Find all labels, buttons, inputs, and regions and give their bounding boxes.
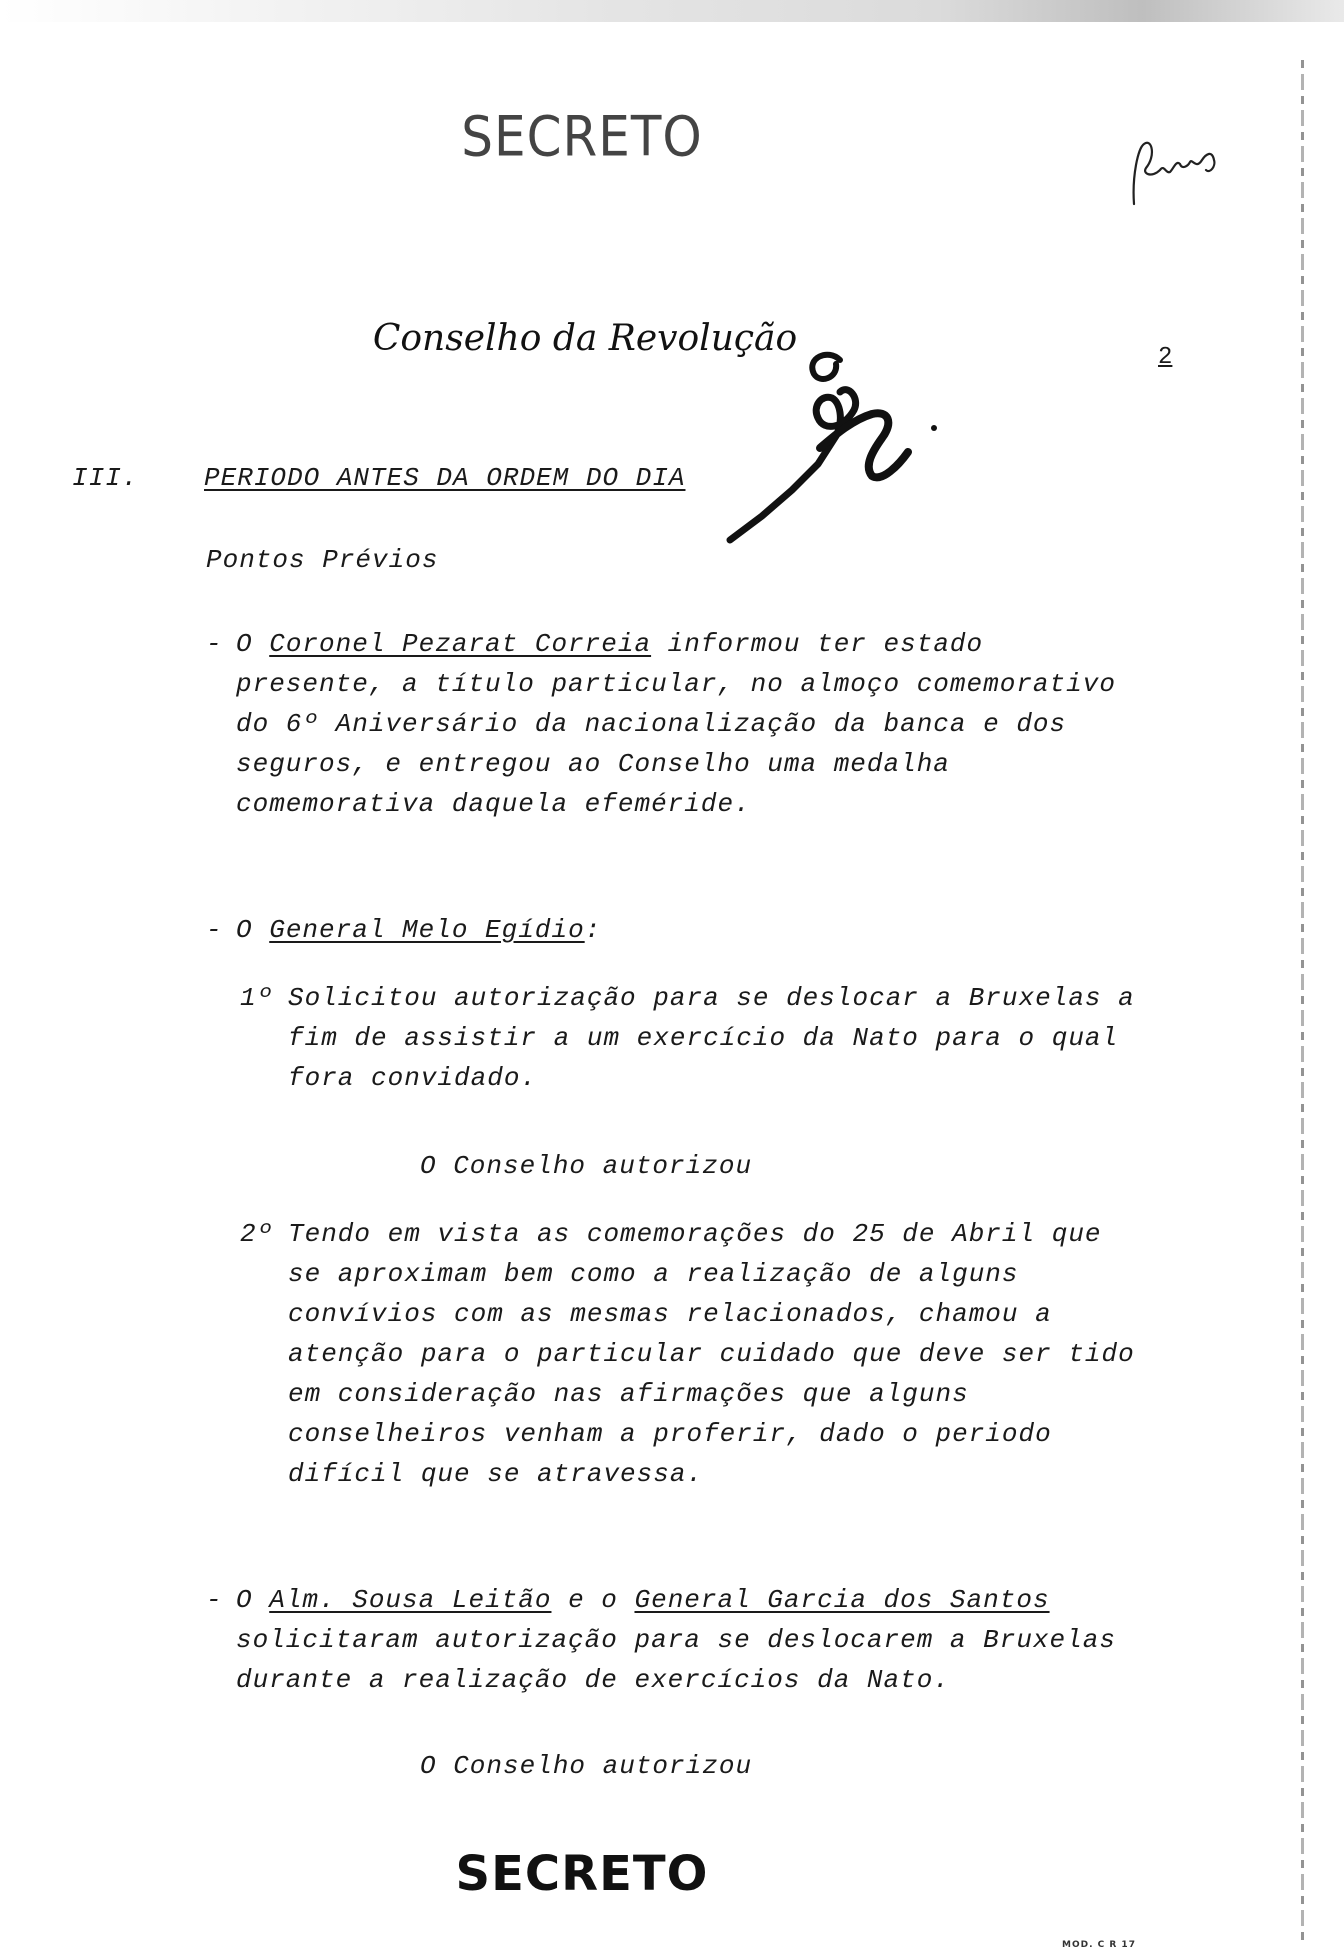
section-number: III.: [72, 463, 139, 493]
signature-scrawl: [722, 340, 952, 550]
subitem-text: Tendo em vista as comemorações do 25 de Abril que se aproximam bem como a realização de alguns convívios com as mesmas relacionados, chamou a atenção para o particular cuidado que deve ser tido em consideração nas afirmações que alguns conselheiros venham a proferir, dado o periodo difícil que se atravessa.: [288, 1219, 1135, 1489]
item-body: [236, 910, 1146, 950]
signature-initials: [1126, 126, 1226, 216]
agenda-item-melo-egidio: [206, 910, 1146, 950]
secret-stamp-top: SECRETO: [461, 105, 703, 169]
page-number: 2: [1158, 344, 1173, 371]
section-title: PERIODO ANTES DA ORDEM DO DIA: [204, 463, 686, 493]
section-subheading: Pontos Prévios: [206, 545, 439, 575]
item-dash: -: [206, 915, 223, 945]
subitem-number: 1º: [240, 983, 274, 1013]
person-name-2: General Garcia dos Santos: [634, 1585, 1050, 1615]
scan-edge-top: [0, 0, 1344, 22]
subitem-number: 2º: [240, 1219, 274, 1249]
person-name: General Melo Egídio: [269, 915, 585, 945]
person-name: Alm. Sousa Leitão: [269, 1585, 552, 1615]
item-dash: -: [206, 1585, 223, 1615]
subitem-2: [240, 1214, 1140, 1494]
item-text: informou ter estado presente, a título particular, no almoço comemorativo do 6º Aniversário da nacionalização da banca e dos seguros, e entregou ao Conselho uma medalha comemorativa daquela efeméride.: [236, 629, 1116, 819]
agenda-item-sousa-leitao: [206, 1580, 1146, 1700]
item-text: solicitaram autorização para se deslocarem a Bruxelas durante a realização de exercícios da Nato.: [236, 1625, 1116, 1695]
secret-stamp-bottom: SECRETO: [455, 1846, 709, 1902]
subitem-text: Solicitou autorização para se deslocar a Bruxelas a fim de assistir a um exercício da Nato para o qual fora convidado.: [288, 983, 1135, 1093]
item-prefix: O: [236, 915, 270, 945]
subitem-1: [240, 978, 1140, 1098]
item-middle: e o: [551, 1585, 635, 1615]
item-dash: -: [206, 629, 223, 659]
form-code: MOD. C R 17: [1062, 1940, 1136, 1950]
item-prefix: O: [236, 1585, 270, 1615]
item-body: [236, 624, 1146, 824]
item-prefix: O: [236, 629, 270, 659]
item-body: [236, 1580, 1146, 1700]
item-suffix: :: [584, 915, 602, 945]
council-decision: O Conselho autorizou: [420, 1751, 753, 1781]
scan-edge-right: [1301, 60, 1304, 1940]
council-decision: O Conselho autorizou: [420, 1151, 753, 1181]
agenda-item-pezarat: [206, 624, 1146, 824]
letterhead-title: Conselho da Revolução: [372, 318, 798, 359]
person-name: Coronel Pezarat Correia: [269, 629, 652, 659]
